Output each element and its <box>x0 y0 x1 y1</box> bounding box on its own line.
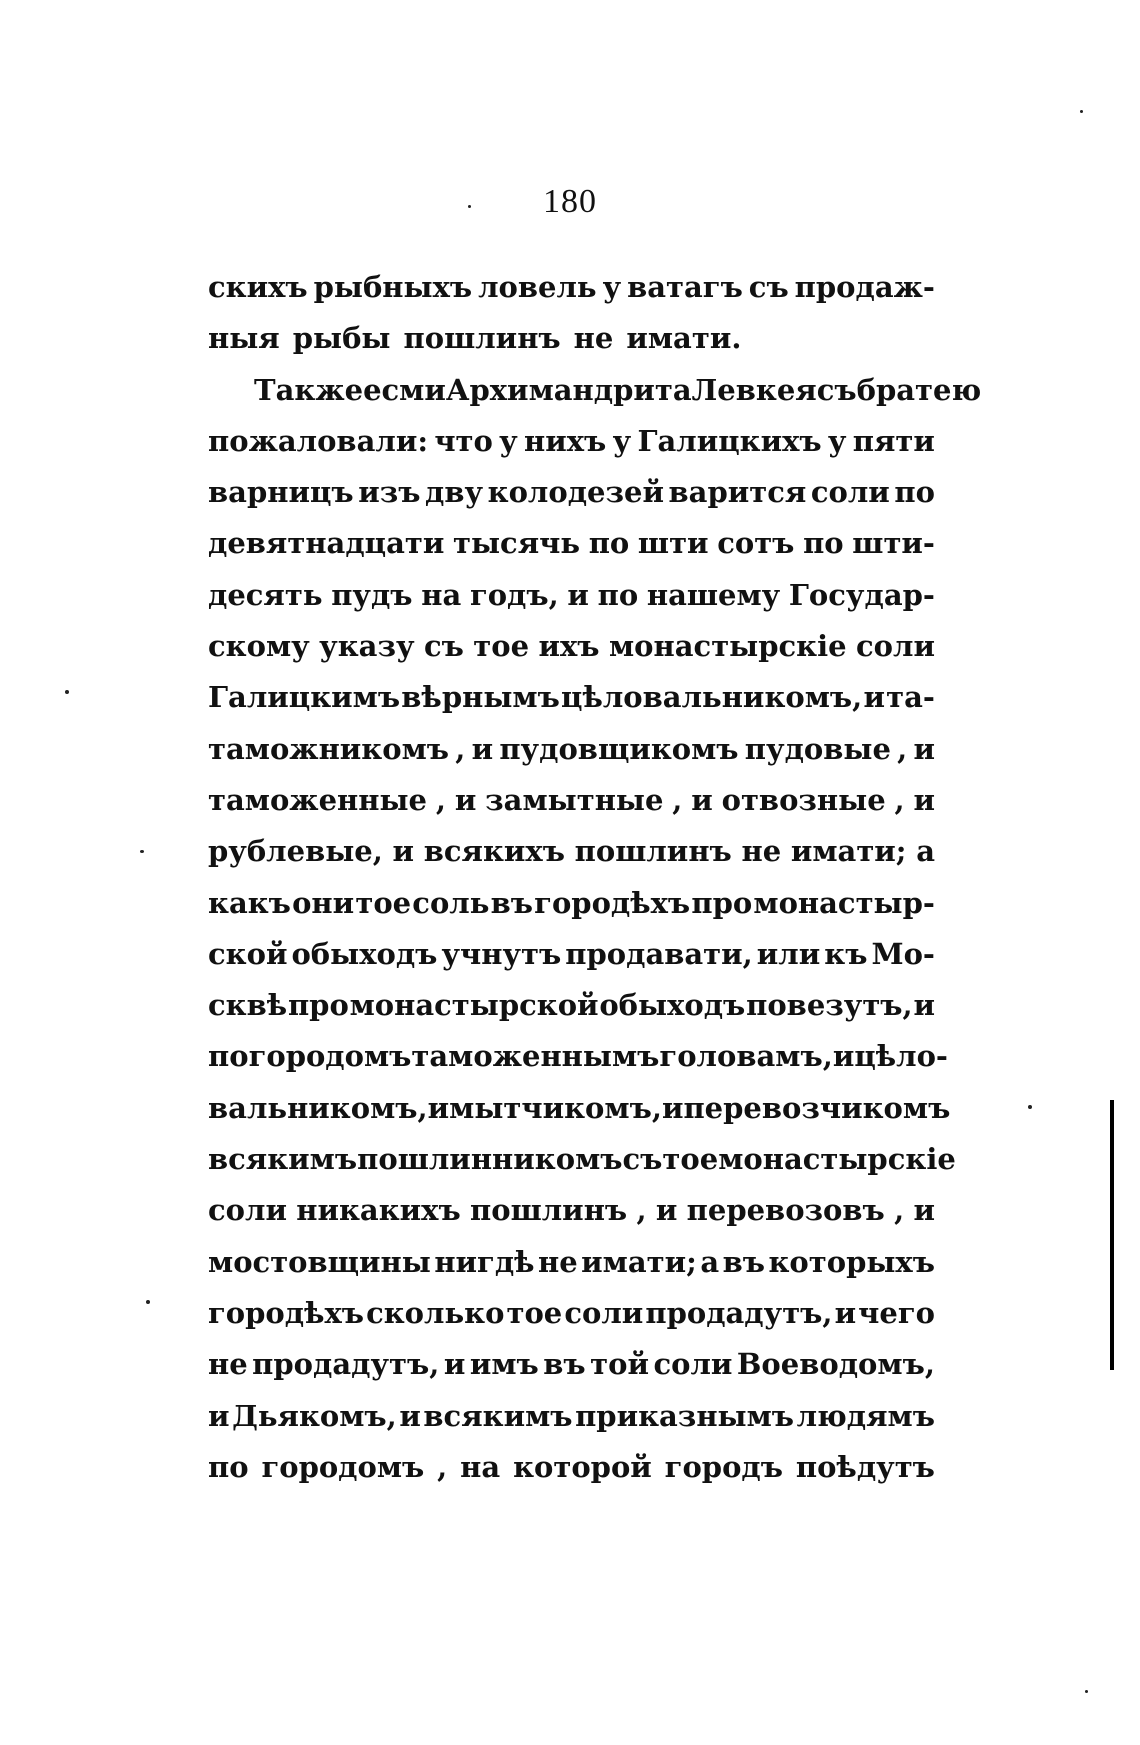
word: какъ <box>208 885 291 920</box>
word: у <box>499 423 518 458</box>
word: и <box>392 834 415 869</box>
word: вѣрнымъ <box>401 680 560 715</box>
word: въ <box>490 885 533 920</box>
word: по <box>803 526 844 561</box>
word: рыбныхъ <box>313 270 473 304</box>
word: къ <box>824 936 868 971</box>
word: мытчикомъ, <box>449 1090 662 1125</box>
word: Воеводомъ, <box>736 1347 935 1382</box>
word: у <box>602 270 622 304</box>
word: не <box>208 1347 248 1382</box>
text-line <box>208 621 935 672</box>
word: и <box>913 731 935 766</box>
word: Галицкихъ <box>637 423 822 458</box>
word: обыходъ <box>291 936 438 971</box>
word: не <box>741 834 782 869</box>
word: , <box>894 1193 905 1228</box>
word: у <box>612 423 632 458</box>
word: которыхъ <box>768 1244 935 1279</box>
scan-speck <box>1085 1690 1088 1693</box>
word: Левкея <box>691 372 817 407</box>
word: и <box>913 988 935 1023</box>
word: никакихъ <box>296 1193 461 1228</box>
word: имати; <box>581 1244 697 1279</box>
word: и <box>443 1347 466 1382</box>
text-line <box>208 467 935 518</box>
word: въ <box>722 1244 765 1279</box>
word: таможенные <box>208 782 428 817</box>
word: продаж- <box>794 270 935 304</box>
word: и <box>832 1039 855 1074</box>
word: тое <box>473 629 530 664</box>
word: пудовщикомъ <box>499 731 739 766</box>
text-line <box>208 262 935 313</box>
word: тое <box>662 1142 719 1177</box>
word: , <box>672 782 683 817</box>
text-line <box>208 313 935 364</box>
word: пудовые <box>744 731 891 766</box>
word: съ <box>423 629 464 664</box>
word: скому <box>208 629 310 664</box>
text-line <box>208 878 935 929</box>
word: и <box>661 1090 684 1125</box>
word: , <box>636 1193 647 1228</box>
word: варницъ <box>208 475 354 510</box>
word: они <box>292 885 355 920</box>
word: соли <box>653 1347 733 1382</box>
word: скихъ <box>208 270 308 304</box>
word: вальникомъ, <box>208 1090 428 1125</box>
word: тое <box>506 1295 563 1330</box>
word: и <box>913 782 935 817</box>
text-line <box>208 1083 951 1134</box>
word: , <box>894 782 905 817</box>
word: перевозчикомъ <box>683 1090 951 1125</box>
word: по <box>208 1039 249 1074</box>
word: пошлинъ <box>574 834 732 869</box>
word: тое <box>355 885 412 920</box>
word: съ <box>622 1142 663 1177</box>
word: пошлинникомъ <box>357 1142 623 1177</box>
word: и <box>427 1090 450 1125</box>
word: та- <box>886 680 935 715</box>
scan-speck <box>1080 110 1083 113</box>
word: по <box>894 475 935 510</box>
word: городѣхъ <box>208 1295 364 1330</box>
word: имъ <box>469 1347 539 1382</box>
word: и <box>863 680 885 715</box>
text-line <box>208 570 935 621</box>
word: отвозные <box>721 782 886 817</box>
text-line <box>208 1185 935 1236</box>
word: имати; <box>790 834 907 869</box>
word: цѣловальникомъ, <box>561 680 863 715</box>
text-line <box>208 1288 935 1339</box>
text-line <box>208 365 982 416</box>
word: шти <box>637 526 709 561</box>
word: не <box>573 321 614 356</box>
word: людямъ <box>796 1398 935 1433</box>
word: дву <box>425 475 484 510</box>
word: и <box>655 1193 678 1228</box>
word: съ <box>748 270 789 304</box>
scan-speck <box>140 850 144 853</box>
word: Мо- <box>871 936 935 971</box>
word: повезутъ, <box>746 988 913 1023</box>
word: и <box>567 577 589 612</box>
word: Галицкимъ <box>208 680 401 715</box>
scan-speck <box>1028 1105 1032 1109</box>
scan-speck <box>146 1300 150 1304</box>
text-line <box>208 1237 935 1288</box>
text-line <box>208 1339 935 1390</box>
word: всякихъ <box>423 834 565 869</box>
word: ныя <box>208 321 280 356</box>
word: есми <box>363 372 446 407</box>
word: нихъ <box>524 423 607 458</box>
word: и <box>208 1398 230 1433</box>
word: городомъ <box>248 1039 412 1074</box>
word: не <box>538 1244 578 1279</box>
word: монастыр- <box>753 885 935 920</box>
word: рублевые, <box>208 834 383 869</box>
word: Дьякомъ, <box>232 1398 397 1433</box>
word: по <box>597 577 639 612</box>
scan-speck <box>468 205 471 208</box>
word: , <box>897 731 908 766</box>
text-line <box>208 724 935 775</box>
text-line <box>208 929 935 980</box>
word: рыбы <box>292 321 391 356</box>
word: которой <box>513 1449 652 1484</box>
word: пудъ <box>331 577 413 612</box>
word: и <box>399 1398 421 1433</box>
word: пяти <box>852 423 935 458</box>
text-line <box>208 518 935 569</box>
word: и <box>913 1193 935 1228</box>
word: по <box>208 1449 249 1484</box>
word: городомъ <box>261 1449 425 1484</box>
word: пожаловали: <box>208 423 429 458</box>
word: продадутъ, <box>252 1347 440 1382</box>
word: соль <box>412 885 490 920</box>
body-text <box>208 262 982 1493</box>
word: Архимандрита <box>445 372 692 407</box>
word: или <box>756 936 821 971</box>
word: соли <box>564 1295 644 1330</box>
word: десять <box>208 577 323 612</box>
word: и <box>691 782 713 817</box>
word: монастырскіе <box>608 629 847 664</box>
text-line <box>208 672 935 723</box>
word: поѣдутъ <box>795 1449 935 1484</box>
word: тысячь <box>453 526 581 561</box>
word: соли <box>810 475 890 510</box>
word: учнутъ <box>441 936 562 971</box>
word: чего <box>858 1295 935 1330</box>
text-line <box>208 1442 935 1493</box>
word: въ <box>543 1347 586 1382</box>
scan-speck <box>65 690 69 694</box>
word: приказнымъ <box>575 1398 795 1433</box>
word: монастырской <box>349 988 599 1023</box>
word: ской <box>208 936 288 971</box>
word: нигдѣ <box>434 1244 535 1279</box>
word: ватагъ <box>627 270 743 304</box>
word: на <box>460 1449 501 1484</box>
word: соли <box>856 629 935 664</box>
word: пошлинъ <box>403 321 561 356</box>
word: колодезей <box>487 475 664 510</box>
word: по <box>588 526 630 561</box>
word: продавати, <box>565 936 753 971</box>
word: пошлинъ <box>470 1193 628 1228</box>
word: варится <box>668 475 807 510</box>
word: ихъ <box>538 629 600 664</box>
word: Государ- <box>788 577 935 612</box>
scan-edge-mark <box>1110 1100 1114 1370</box>
word: ловель <box>478 270 597 304</box>
page-number: 180 <box>543 183 597 220</box>
word: таможникомъ <box>208 731 450 766</box>
word: городѣхъ <box>534 885 691 920</box>
word: указу <box>319 629 415 664</box>
word: а <box>916 834 935 869</box>
word: продадутъ, <box>645 1295 833 1330</box>
word: цѣло- <box>854 1039 948 1074</box>
word: таможеннымъ <box>411 1039 660 1074</box>
word: изъ <box>358 475 421 510</box>
text-line <box>208 775 935 826</box>
word: перевозовъ <box>686 1193 885 1228</box>
text-line <box>208 1391 935 1442</box>
word: и <box>471 731 494 766</box>
word: всякимъ <box>423 1398 573 1433</box>
word: , <box>435 782 446 817</box>
word: а <box>700 1244 720 1279</box>
word: съ <box>816 372 857 407</box>
word: годъ, <box>469 577 559 612</box>
word: сотъ <box>717 526 795 561</box>
word: про <box>287 988 349 1023</box>
word: и <box>454 782 477 817</box>
text-line <box>208 1134 956 1185</box>
text-line <box>208 826 935 877</box>
word: той <box>590 1347 649 1382</box>
word: нашему <box>646 577 781 612</box>
word: Также <box>254 372 364 407</box>
word: девятнадцати <box>208 526 445 561</box>
word: про <box>691 885 753 920</box>
word: что <box>434 423 493 458</box>
text-line <box>208 1031 948 1082</box>
word: соли <box>208 1193 287 1228</box>
text-line <box>208 416 935 467</box>
word: монастырскіе <box>718 1142 956 1177</box>
word: шти- <box>852 526 935 561</box>
word: братею <box>856 372 982 407</box>
word: сквѣ <box>208 988 288 1023</box>
text-line <box>208 980 935 1031</box>
word: всякимъ <box>208 1142 358 1177</box>
word: обыходъ <box>599 988 746 1023</box>
word: , <box>437 1449 448 1484</box>
word: головамъ, <box>659 1039 833 1074</box>
word: сколько <box>366 1295 505 1330</box>
word: мостовщины <box>208 1244 431 1279</box>
word: имати. <box>626 321 742 356</box>
word: на <box>421 577 462 612</box>
word: , <box>455 731 466 766</box>
word: городъ <box>664 1449 783 1484</box>
word: замытные <box>485 782 664 817</box>
word: у <box>827 423 847 458</box>
word: и <box>834 1295 857 1330</box>
